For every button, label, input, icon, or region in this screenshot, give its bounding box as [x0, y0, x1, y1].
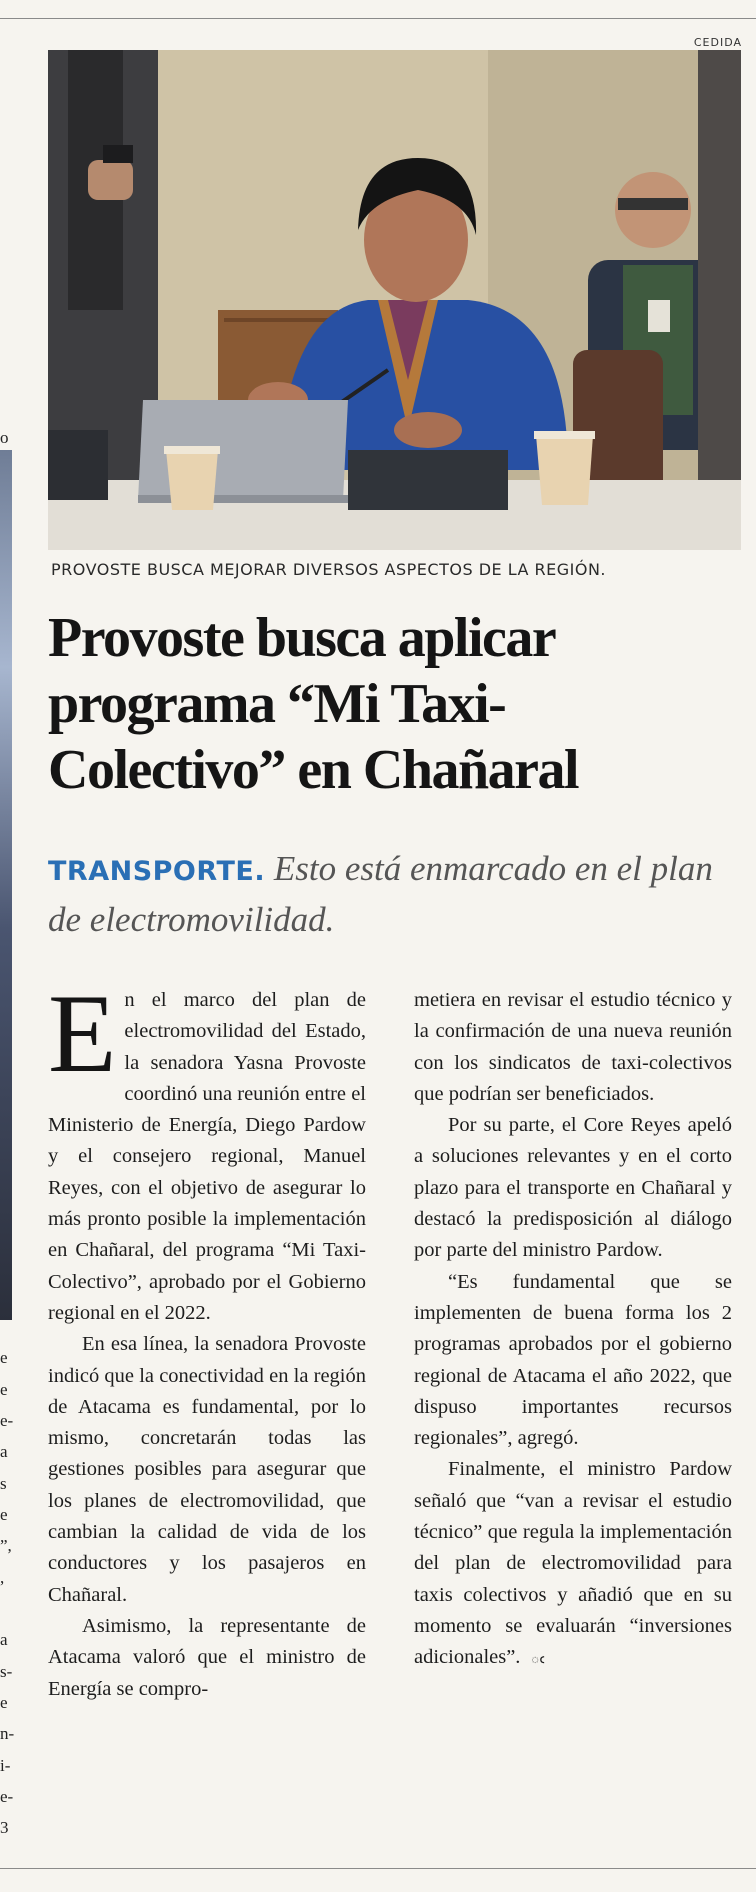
article-paragraph: Por su parte, el Core Reyes apeló a soluciones relevantes y en el corto plazo para el transporte en Chañaral y destacó la predisposición al diálogo por parte del ministro Pardow.	[414, 1114, 732, 1262]
adjacent-text-fragment: a	[0, 1630, 8, 1649]
photo-caption: PROVOSTE BUSCA MEJORAR DIVERSOS ASPECTOS DE LA REGIÓN.	[51, 560, 607, 579]
paragraph-text: Finalmente, el ministro Pardow señaló que “van a revisar el estudio técnico” que regula la implementación del plan de electromovilidad para taxis colectivos y añadió que en su momento se evaluarán “inversiones adicionales”.	[414, 1458, 732, 1669]
lead-summary	[48, 845, 738, 944]
adjacent-text-fragment: n-	[0, 1724, 14, 1743]
adjacent-text-fragment: e-	[0, 1787, 14, 1806]
article-paragraph: Asimismo, la representante de Atacama valoró que el ministro de Energía se compro-	[48, 1614, 366, 1700]
photo-credit: CEDIDA	[693, 36, 742, 49]
adjacent-text-fragment: 3	[0, 1818, 9, 1837]
drop-cap: E	[48, 972, 117, 1096]
article-paragraph: “Es fundamental que se implementen de buena forma los 2 programas aprobados por el gobierno regional de Atacama el año 2022, que dispuso importantes recursos regionales”, agregó.	[414, 1270, 732, 1450]
article-column-left	[48, 972, 366, 1705]
adjacent-text-fragment: i-	[0, 1756, 11, 1775]
adjacent-text-fragment: s	[0, 1474, 7, 1493]
adjacent-text-fragment: ”,	[0, 1536, 12, 1555]
top-rule	[0, 18, 756, 19]
adjacent-column-fragment	[0, 30, 14, 1890]
adjacent-text-fragment: s-	[0, 1662, 13, 1681]
end-of-article-mark: ఁ	[530, 1648, 545, 1668]
adjacent-text-fragment: e	[0, 1693, 8, 1712]
article-paragraph	[48, 972, 366, 1329]
headline	[48, 605, 738, 803]
adjacent-text-fragment: a	[0, 1442, 8, 1461]
bottom-rule	[0, 1868, 756, 1869]
adjacent-text-fragment: o	[0, 428, 9, 447]
adjacent-text-fragment: e-	[0, 1411, 14, 1430]
adjacent-text-fragment: e	[0, 1348, 8, 1367]
article-paragraph: metiera en revisar el estudio técnico y la confirmación de una nueva reunión con los sindicatos de taxi-colectivos que podrían ser beneficiados.	[414, 989, 732, 1105]
headline-line: Colectivo” en Chañaral	[48, 739, 579, 801]
article-paragraph: En esa línea, la senadora Provoste indicó que la conectividad en la región de Atacama es fundamental, por lo mismo, concretarán todas las gestiones posibles para asegurar que los planes de electromovilidad, que cambian la calidad de vida de los conductores y los pasajeros en Chañaral.	[48, 1333, 366, 1606]
adjacent-photo-slice	[0, 450, 12, 1320]
headline-line: Provoste busca aplicar	[48, 607, 556, 669]
lead-text: Esto está enmarcado en el plan de electromovilidad.	[48, 849, 713, 939]
headline-line: programa “Mi Taxi-	[48, 673, 506, 735]
article-column-right	[414, 985, 732, 1674]
adjacent-text-fragment: ,	[0, 1568, 5, 1587]
news-photo-illustration	[48, 50, 741, 550]
paragraph-text: n el marco del plan de electromovilidad del Estado, la senadora Yasna Provoste coordinó una reunión entre el Ministerio de Energía, Diego Pardow y el consejero regional, Manuel Reyes, con el objetivo de asegurar lo más pronto posible la implementación en Chañaral, del programa “Mi Taxi-Colectivo”, aprobado por el Gobierno regional en el 2022.	[48, 989, 366, 1324]
adjacent-text-fragment: e	[0, 1505, 8, 1524]
news-photo	[48, 50, 741, 550]
adjacent-text-fragment: e	[0, 1380, 8, 1399]
article-paragraph	[414, 1454, 732, 1673]
section-kicker: TRANSPORTE.	[48, 856, 266, 887]
